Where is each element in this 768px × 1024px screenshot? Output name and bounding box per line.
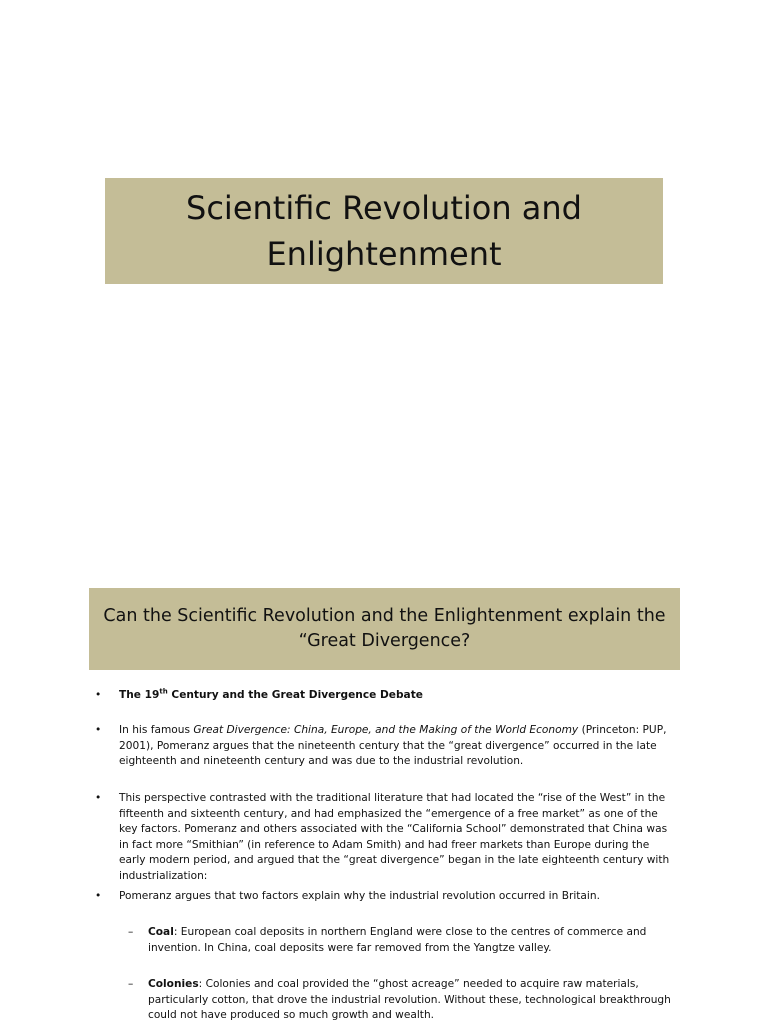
slide2-heading-line1: Can the Scientific Revolution and the Enlightenment explain the (103, 606, 666, 626)
slide1-title-line1: Scientific Revolution and (186, 189, 582, 227)
bullet-text-pomeranz (119, 723, 675, 770)
sub-text-colonies (148, 977, 678, 1024)
dash-icon: – (128, 926, 134, 938)
coal-text: : European coal deposits in northern England were close to the centres of commerce and invention. In China, coal deposits were far removed from the Yangtze valley. (148, 926, 647, 954)
b1-post: Century and the Great Divergence Debate (167, 689, 423, 701)
slide1-title-line2: Enlightenment (266, 235, 502, 273)
bullet-icon: • (95, 792, 102, 804)
b2-post: (Princeton: PUP, 2001), Pomeranz argues that the nineteenth century that the “great divergence” occurred in the late eighteenth and nineteenth century and was due to the industrial revolution. (119, 724, 667, 767)
slide2-heading-band (89, 588, 680, 670)
coal-label: Coal (148, 926, 174, 938)
dash-icon: – (128, 978, 134, 990)
b2-pre: In his famous (119, 724, 194, 736)
colonies-text: : Colonies and coal provided the “ghost acreage” needed to acquire raw materials, particularly cotton, that drove the industrial revolution. Without these, technological breakthrough could not have produced so much growth and wealth. (148, 978, 671, 1021)
slide1-title (186, 185, 582, 277)
b1-sup: th (159, 687, 168, 696)
bullet-text-19th-century (119, 688, 675, 704)
slide2-heading-line2: “Great Divergence? (298, 631, 471, 651)
bullet-icon: • (95, 724, 102, 736)
bullet-icon: • (95, 689, 102, 701)
b1-pre: The 19 (119, 689, 160, 701)
bullet-icon: • (95, 890, 102, 902)
sub-text-coal (148, 925, 678, 956)
bullet-text-perspective: This perspective contrasted with the traditional literature that had located the “rise of the West” in the fifteenth and sixteenth century, and had emphasized the “emergence of a free market” as one of the key factors. Pomeranz and others associated with the “California School” demonstrated that China was in fact more “Smithian” (in reference to Adam Smith) and had freer markets than Europe during the early modern period, and argued that the “great divergence” began in the late eighteenth century with industrialization: (119, 792, 670, 882)
b2-book-title: Great Divergence: China, Europe, and the Making of the World Economy (193, 724, 579, 736)
slide1-title-band (105, 178, 663, 284)
colonies-label: Colonies (148, 978, 199, 990)
slide2-heading (95, 604, 673, 654)
bullet-text-two-factors: Pomeranz argues that two factors explain why the industrial revolution occurred in Britain. (119, 890, 600, 902)
